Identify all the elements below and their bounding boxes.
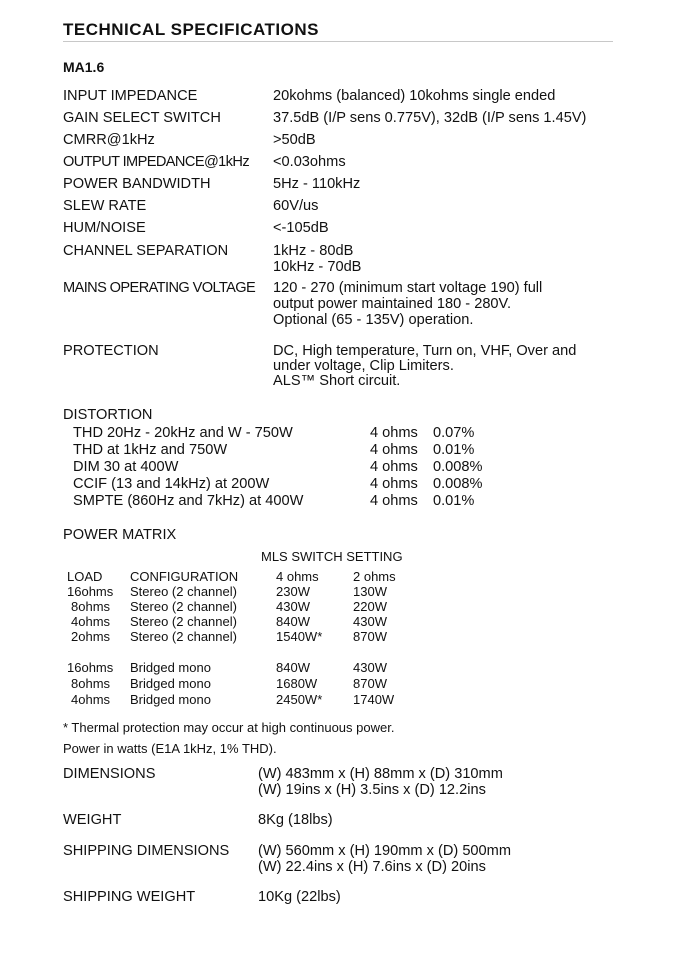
distortion-value: 0.07%	[433, 425, 475, 441]
spec-label-dimensions: DIMENSIONS	[63, 766, 156, 782]
spec-value-mains-voltage-2: output power maintained 180 - 280V.	[273, 296, 511, 312]
distortion-load: 4 ohms	[370, 459, 418, 475]
pm-load: 16ohms	[67, 584, 114, 599]
distortion-value: 0.008%	[433, 459, 483, 475]
pm-2ohms: 870W	[353, 676, 387, 691]
spec-value-slew-rate: 60V/us	[273, 198, 319, 214]
distortion-heading: DISTORTION	[63, 407, 153, 423]
mls-switch-heading: MLS SWITCH SETTING	[261, 549, 403, 564]
spec-label-shipping-dimensions: SHIPPING DIMENSIONS	[63, 843, 230, 859]
pm-config: Bridged mono	[130, 660, 211, 675]
pm-4ohms: 840W	[276, 614, 310, 629]
pm-config: Stereo (2 channel)	[130, 614, 237, 629]
pm-4ohms: 1680W	[276, 676, 318, 691]
pm-4ohms: 2450W*	[276, 692, 323, 707]
pm-config: Stereo (2 channel)	[130, 584, 237, 599]
spec-value-protection-3: ALS™ Short circuit.	[273, 373, 401, 389]
distortion-load: 4 ohms	[370, 493, 418, 509]
spec-value-mains-voltage-3: Optional (65 - 135V) operation.	[273, 312, 474, 328]
spec-value-output-impedance: <0.03ohms	[273, 154, 346, 170]
pm-2ohms: 130W	[353, 584, 387, 599]
spec-label-hum-noise: HUM/NOISE	[63, 220, 146, 236]
spec-label-channel-separation: CHANNEL SEPARATION	[63, 243, 229, 259]
page-title: TECHNICAL SPECIFICATIONS	[63, 20, 319, 39]
column-header-2ohms: 2 ohms	[353, 569, 396, 584]
spec-label-cmrr: CMRR@1kHz	[63, 132, 155, 148]
spec-label-gain-select: GAIN SELECT SWITCH	[63, 110, 221, 126]
spec-value-shipping-dimensions-1: (W) 560mm x (H) 190mm x (D) 500mm	[258, 843, 511, 859]
spec-value-channel-separation-2: 10kHz - 70dB	[273, 259, 362, 275]
pm-2ohms: 870W	[353, 629, 387, 644]
pm-2ohms: 220W	[353, 599, 387, 614]
spec-label-shipping-weight: SHIPPING WEIGHT	[63, 889, 196, 905]
distortion-value: 0.01%	[433, 493, 475, 509]
distortion-test: THD 20Hz - 20kHz and W - 750W	[73, 425, 293, 441]
pm-config: Bridged mono	[130, 692, 211, 707]
spec-label-power-bandwidth: POWER BANDWIDTH	[63, 176, 211, 192]
distortion-load: 4 ohms	[370, 425, 418, 441]
distortion-test: CCIF (13 and 14kHz) at 200W	[73, 476, 270, 492]
pm-load: 4ohms	[71, 692, 111, 707]
spec-value-mains-voltage-1: 120 - 270 (minimum start voltage 190) full	[273, 280, 543, 296]
spec-value-shipping-dimensions-2: (W) 22.4ins x (H) 7.6ins x (D) 20ins	[258, 859, 486, 875]
distortion-test: THD at 1kHz and 750W	[73, 442, 228, 458]
spec-value-protection-1: DC, High temperature, Turn on, VHF, Over and	[273, 343, 577, 359]
spec-value-gain-select: 37.5dB (I/P sens 0.775V), 32dB (I/P sens 1.45V)	[273, 110, 587, 126]
title-divider	[63, 41, 613, 42]
distortion-test: DIM 30 at 400W	[73, 459, 179, 475]
spec-label-slew-rate: SLEW RATE	[63, 198, 147, 214]
spec-label-mains-voltage: MAINS OPERATING VOLTAGE	[63, 280, 256, 296]
column-header-configuration: CONFIGURATION	[130, 569, 239, 584]
pm-4ohms: 430W	[276, 599, 310, 614]
spec-value-dimensions-1: (W) 483mm x (H) 88mm x (D) 310mm	[258, 766, 503, 782]
pm-2ohms: 430W	[353, 614, 387, 629]
distortion-load: 4 ohms	[370, 476, 418, 492]
column-header-load: LOAD	[67, 569, 103, 584]
pm-load: 8ohms	[71, 676, 111, 691]
column-header-4ohms: 4 ohms	[276, 569, 319, 584]
pm-config: Stereo (2 channel)	[130, 629, 237, 644]
spec-value-dimensions-2: (W) 19ins x (H) 3.5ins x (D) 12.2ins	[258, 782, 486, 798]
pm-4ohms: 1540W*	[276, 629, 323, 644]
distortion-load: 4 ohms	[370, 442, 418, 458]
power-note: Power in watts (E1A 1kHz, 1% THD).	[63, 741, 277, 756]
spec-value-cmrr: >50dB	[273, 132, 316, 148]
spec-value-power-bandwidth: 5Hz - 110kHz	[273, 176, 361, 192]
spec-label-input-impedance: INPUT IMPEDANCE	[63, 88, 198, 104]
pm-load: 2ohms	[71, 629, 111, 644]
spec-value-weight: 8Kg (18lbs)	[258, 812, 333, 828]
spec-label-weight: WEIGHT	[63, 812, 122, 828]
spec-value-input-impedance: 20kohms (balanced) 10kohms single ended	[273, 88, 556, 104]
model-name: MA1.6	[63, 59, 105, 75]
thermal-note: * Thermal protection may occur at high continuous power.	[63, 720, 395, 735]
spec-value-channel-separation-1: 1kHz - 80dB	[273, 243, 354, 259]
spec-value-hum-noise: <-105dB	[273, 220, 329, 236]
pm-4ohms: 840W	[276, 660, 310, 675]
pm-2ohms: 1740W	[353, 692, 395, 707]
pm-config: Bridged mono	[130, 676, 211, 691]
spec-value-protection-2: under voltage, Clip Limiters.	[273, 358, 454, 374]
distortion-value: 0.008%	[433, 476, 483, 492]
pm-2ohms: 430W	[353, 660, 387, 675]
spec-label-output-impedance: OUTPUT IMPEDANCE@1kHz	[63, 154, 250, 170]
spec-value-shipping-weight: 10Kg (22lbs)	[258, 889, 341, 905]
distortion-test: SMPTE (860Hz and 7kHz) at 400W	[73, 493, 304, 509]
pm-config: Stereo (2 channel)	[130, 599, 237, 614]
distortion-value: 0.01%	[433, 442, 475, 458]
pm-4ohms: 230W	[276, 584, 310, 599]
pm-load: 16ohms	[67, 660, 114, 675]
spec-label-protection: PROTECTION	[63, 343, 159, 359]
power-matrix-heading: POWER MATRIX	[63, 527, 177, 543]
pm-load: 4ohms	[71, 614, 111, 629]
pm-load: 8ohms	[71, 599, 111, 614]
